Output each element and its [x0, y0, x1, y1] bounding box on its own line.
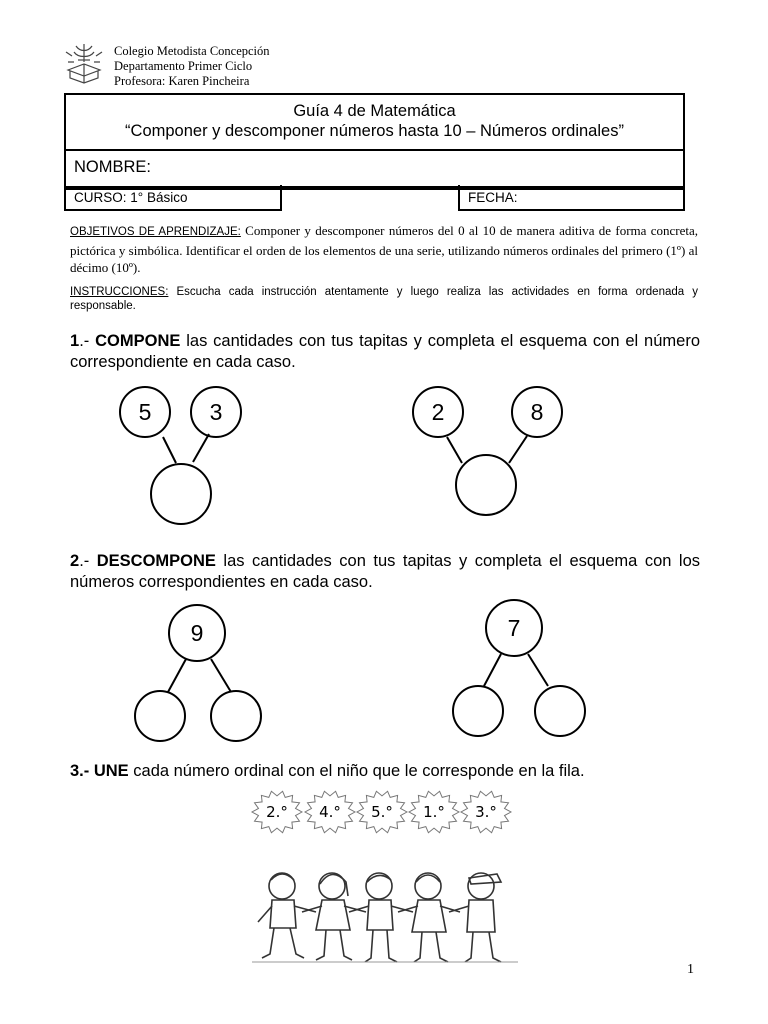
question-2-verb: DESCOMPONE	[96, 552, 216, 570]
teacher-name: Profesora: Karen Pincheira	[114, 74, 250, 88]
q2b-right-connector	[528, 654, 548, 686]
q1b-left-connector	[447, 437, 462, 463]
department-name: Departamento Primer Ciclo	[114, 59, 253, 73]
name-label: NOMBRE:	[74, 158, 152, 176]
child-figure-1	[258, 873, 316, 958]
question-1-number: 1	[70, 332, 80, 350]
q2b-left-connector	[484, 654, 501, 686]
children-row-illustration	[252, 873, 518, 962]
course-label: CURSO:	[74, 190, 127, 205]
question-1-text: las cantidades con tus tapitas y completa el esquema con el número correspondiente en cada caso.	[70, 332, 700, 371]
q1b-left-number: 2	[431, 399, 445, 425]
ordinal-badge[interactable]	[461, 791, 511, 832]
question-2-number: 2	[70, 552, 80, 570]
ordinal-badges	[252, 791, 511, 832]
question-2-separator: .-	[79, 552, 97, 570]
worksheet-title: Guía 4 de Matemática	[293, 102, 456, 120]
q2a-top-number: 9	[190, 620, 204, 646]
question-3-verb: UNE	[93, 762, 129, 780]
question-1-verb: COMPONE	[95, 332, 181, 350]
school-name: Colegio Metodista Concepción	[114, 44, 270, 58]
worksheet-subtitle: “Componer y descomponer números hasta 10 – Números ordinales”	[125, 122, 624, 140]
child-figure-4	[398, 873, 460, 962]
q2a-right-connector	[211, 659, 231, 692]
objectives-text: Componer y descomponer números del 0 al 10 de manera aditiva de forma concreta, pictórica y simbólica. Identificar el orden de los elementos de una serie, utilizando números ordinales del primero (1º) al décimo (10º).	[70, 223, 699, 275]
question-3-prefix: 3.-	[70, 762, 94, 780]
q1a-left-number: 5	[138, 399, 152, 425]
ordinal-badge-label: 2.°	[266, 803, 288, 821]
q2b-right-answer-circle[interactable]	[535, 686, 585, 736]
question-3-text: cada número ordinal con el niño que le corresponde en la fila.	[128, 762, 585, 780]
date-label: FECHA:	[468, 190, 518, 205]
child-figure-3	[349, 873, 413, 962]
instructions-label: INSTRUCCIONES:	[70, 286, 169, 298]
q2b-top-number: 7	[507, 615, 521, 641]
instructions-text: Escucha cada instrucción atentamente y luego realiza las actividades en forma ordenada y responsable.	[70, 286, 698, 312]
q2b-left-answer-circle[interactable]	[453, 686, 503, 736]
page-number: 1	[687, 962, 694, 977]
q1a-left-connector	[163, 437, 176, 463]
q2a-left-connector	[168, 659, 186, 692]
child-figure-5	[449, 873, 501, 962]
q1b-answer-circle[interactable]	[456, 455, 516, 515]
q2a-left-answer-circle[interactable]	[135, 691, 185, 741]
ordinal-badge-label: 1.°	[423, 803, 445, 821]
q1a-right-number: 3	[209, 399, 223, 425]
q1b-right-number: 8	[530, 399, 544, 425]
ordinal-badge[interactable]	[357, 791, 407, 832]
child-figure-2	[302, 873, 366, 960]
q1a-right-connector	[193, 434, 209, 462]
q2a-right-answer-circle[interactable]	[211, 691, 261, 741]
q1b-right-connector	[509, 436, 527, 463]
ordinal-badge[interactable]	[252, 791, 302, 832]
question-1-separator: .-	[79, 332, 96, 350]
course-value: 1° Básico	[130, 190, 188, 205]
q1a-answer-circle[interactable]	[151, 464, 211, 524]
ordinal-badge-label: 4.°	[319, 803, 341, 821]
objectives-label: OBJETIVOS DE APRENDIZAJE:	[70, 226, 241, 238]
ordinal-badge[interactable]	[305, 791, 355, 832]
ordinal-badge[interactable]	[409, 791, 459, 832]
ordinal-badge-label: 3.°	[475, 803, 497, 821]
question-2-text: las cantidades con tus tapitas y completa el esquema con los números correspondientes en cada caso.	[70, 552, 700, 591]
ordinal-badge-label: 5.°	[371, 803, 393, 821]
